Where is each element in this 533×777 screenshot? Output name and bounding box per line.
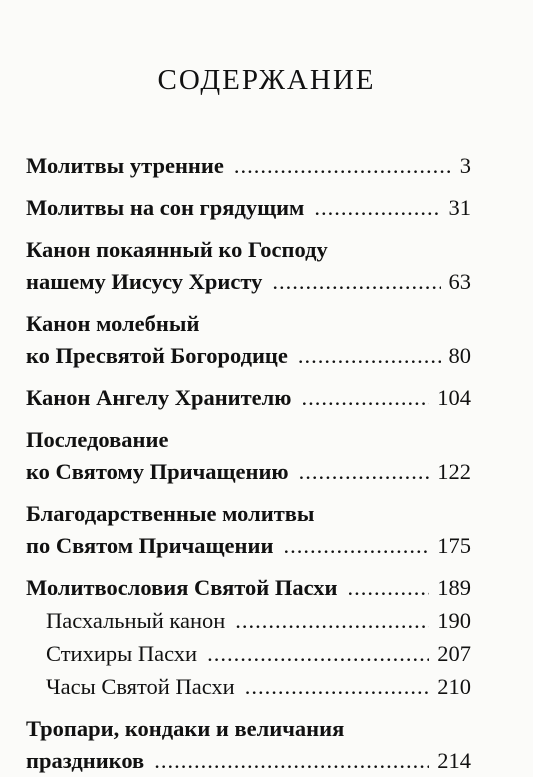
toc-entry-title: Благодарственные молитвы bbox=[26, 501, 315, 526]
toc-entry-title-continued: по Святом Причащении bbox=[26, 533, 274, 558]
dot-leader bbox=[298, 340, 441, 372]
toc-entry-title: Канон молебный bbox=[26, 311, 200, 336]
page-number: 190 bbox=[437, 608, 471, 633]
toc-entry-title-continued: ко Пресвятой Богородице bbox=[26, 343, 288, 368]
page-number: 189 bbox=[437, 575, 471, 600]
page-number: 207 bbox=[437, 641, 471, 666]
dot-leader bbox=[299, 456, 430, 488]
dot-leader bbox=[348, 572, 430, 604]
page-number: 3 bbox=[459, 153, 471, 178]
toc-entry-title-continued: нашему Иисусу Христу bbox=[26, 269, 263, 294]
toc-entry[interactable] bbox=[26, 424, 471, 488]
toc-subentry[interactable] bbox=[26, 605, 471, 637]
toc-entry-title: Молитвословия Святой Пасхи bbox=[26, 575, 338, 600]
toc-entry-title-continued: праздников bbox=[26, 748, 145, 773]
toc-entry-title: Канон Ангелу Хранителю bbox=[26, 385, 292, 410]
toc-entry[interactable] bbox=[26, 150, 471, 182]
page-number: 63 bbox=[448, 269, 471, 294]
toc-entry[interactable] bbox=[26, 234, 471, 298]
dot-leader bbox=[272, 266, 440, 298]
table-of-contents bbox=[26, 150, 471, 777]
toc-subentry[interactable] bbox=[26, 671, 471, 703]
toc-entry[interactable] bbox=[26, 498, 471, 562]
dot-leader bbox=[302, 382, 430, 414]
toc-subentry-title: Стихиры Пасхи bbox=[46, 641, 198, 666]
toc-entry-title: Канон покаянный ко Господу bbox=[26, 237, 328, 262]
toc-entry[interactable] bbox=[26, 382, 471, 414]
toc-entry-title: Молитвы на сон грядущим bbox=[26, 195, 305, 220]
toc-subentry-title: Часы Святой Пасхи bbox=[46, 674, 235, 699]
page-number: 31 bbox=[448, 195, 471, 220]
toc-entry[interactable] bbox=[26, 308, 471, 372]
page-number: 210 bbox=[437, 674, 471, 699]
page-number: 104 bbox=[437, 385, 471, 410]
dot-leader bbox=[245, 671, 430, 703]
dot-leader bbox=[154, 745, 429, 777]
page-number: 122 bbox=[437, 459, 471, 484]
toc-entry-title-continued: ко Святому Причащению bbox=[26, 459, 289, 484]
page-title: СОДЕРЖАНИЕ bbox=[157, 64, 376, 96]
toc-entry[interactable] bbox=[26, 192, 471, 224]
toc-entry-title: Последование bbox=[26, 427, 169, 452]
toc-entry[interactable] bbox=[26, 713, 471, 777]
toc-entry[interactable] bbox=[26, 572, 471, 604]
dot-leader bbox=[234, 150, 452, 182]
toc-subentry[interactable] bbox=[26, 638, 471, 670]
toc-entry-title: Тропари, кондаки и величания bbox=[26, 716, 345, 741]
toc-subentry-title: Пасхальный канон bbox=[46, 608, 226, 633]
toc-entry-title: Молитвы утренние bbox=[26, 153, 224, 178]
dot-leader bbox=[235, 605, 429, 637]
page-number: 175 bbox=[437, 533, 471, 558]
dot-leader bbox=[283, 530, 429, 562]
dot-leader bbox=[207, 638, 429, 670]
page-number: 214 bbox=[437, 748, 471, 773]
dot-leader bbox=[314, 192, 440, 224]
page-number: 80 bbox=[448, 343, 471, 368]
